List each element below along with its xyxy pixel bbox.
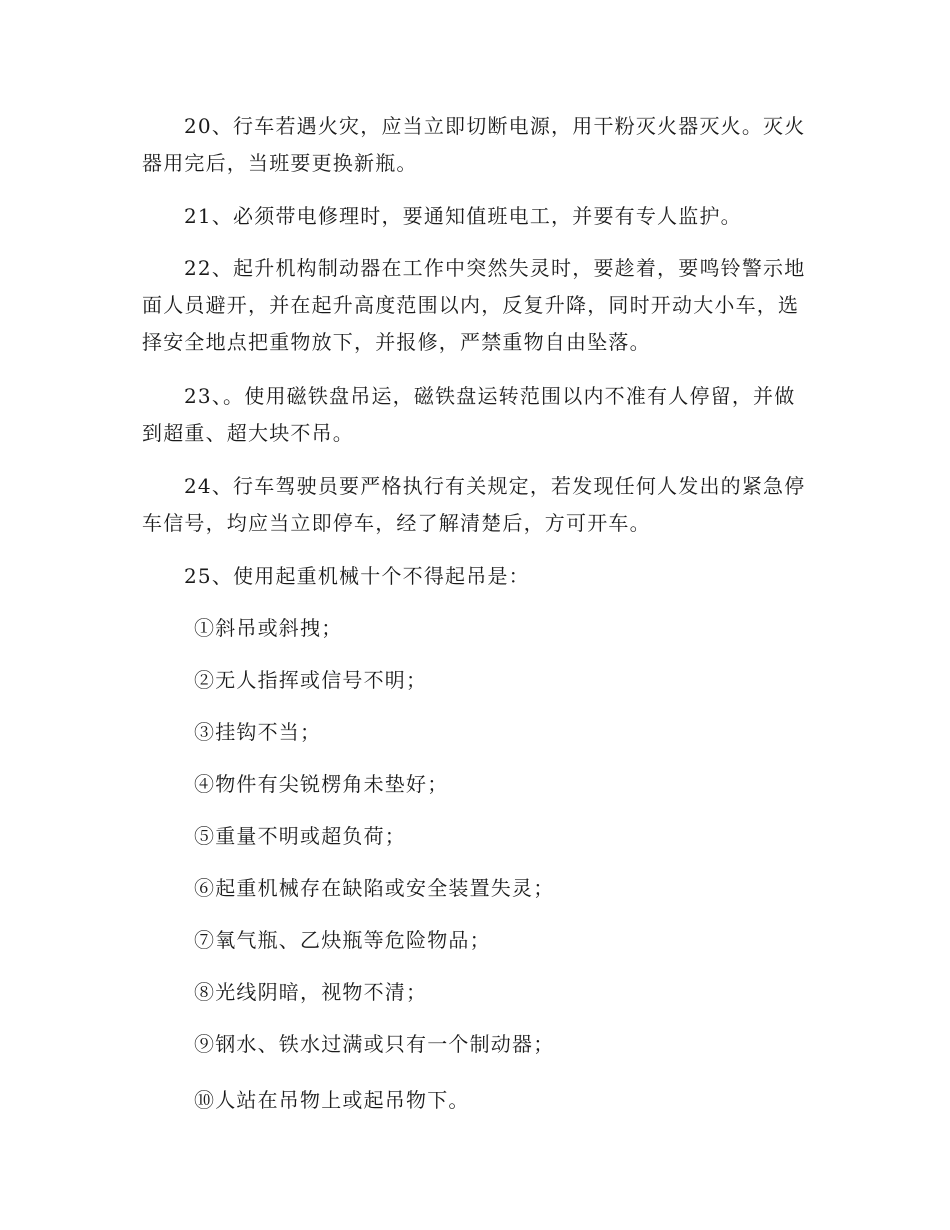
list-item: ⑧光线阴暗，视物不清； xyxy=(194,980,428,1004)
paragraph-25: 25、使用起重机械十个不得起吊是： xyxy=(184,564,530,588)
list-item: ③挂钩不当； xyxy=(194,720,322,744)
paragraph-22: 22、起升机构制动器在工作中突然失灵时，要趁着，要鸣铃警示地面人员避开，并在起升高度范围以内，反复升降，同时开动大小车，选择安全地点把重物放下，并报修，严禁重物自由坠落。 xyxy=(142,256,806,354)
list-item: ②无人指挥或信号不明； xyxy=(194,668,428,692)
list-item: ④物件有尖锐楞角未垫好； xyxy=(194,772,449,796)
paragraph-23: 23、。使用磁铁盘吊运，磁铁盘运转范围以内不准有人停留，并做到超重、超大块不吊。 xyxy=(142,384,796,445)
list-item: ⑩人站在吊物上或起吊物下。 xyxy=(194,1088,470,1112)
list-item: ⑦氧气瓶、乙炔瓶等危险物品； xyxy=(194,928,491,952)
list-item: ①斜吊或斜拽； xyxy=(194,616,343,640)
paragraph-21: 21、必须带电修理时，要通知值班电工，并要有专人监护。 xyxy=(184,204,742,228)
list-item: ⑤重量不明或超负荷； xyxy=(194,824,406,848)
list-item: ⑨钢水、铁水过满或只有一个制动器； xyxy=(194,1032,555,1056)
paragraph-20: 20、行车若遇火灾，应当立即切断电源，用干粉灭火器灭火。灭火器用完后，当班要更换新瓶。 xyxy=(142,114,806,175)
paragraph-24: 24、行车驾驶员要严格执行有关规定，若发现任何人发出的紧急停车信号，均应当立即停车，经了解清楚后，方可开车。 xyxy=(142,474,806,535)
list-item: ⑥起重机械存在缺陷或安全装置失灵； xyxy=(194,876,555,900)
